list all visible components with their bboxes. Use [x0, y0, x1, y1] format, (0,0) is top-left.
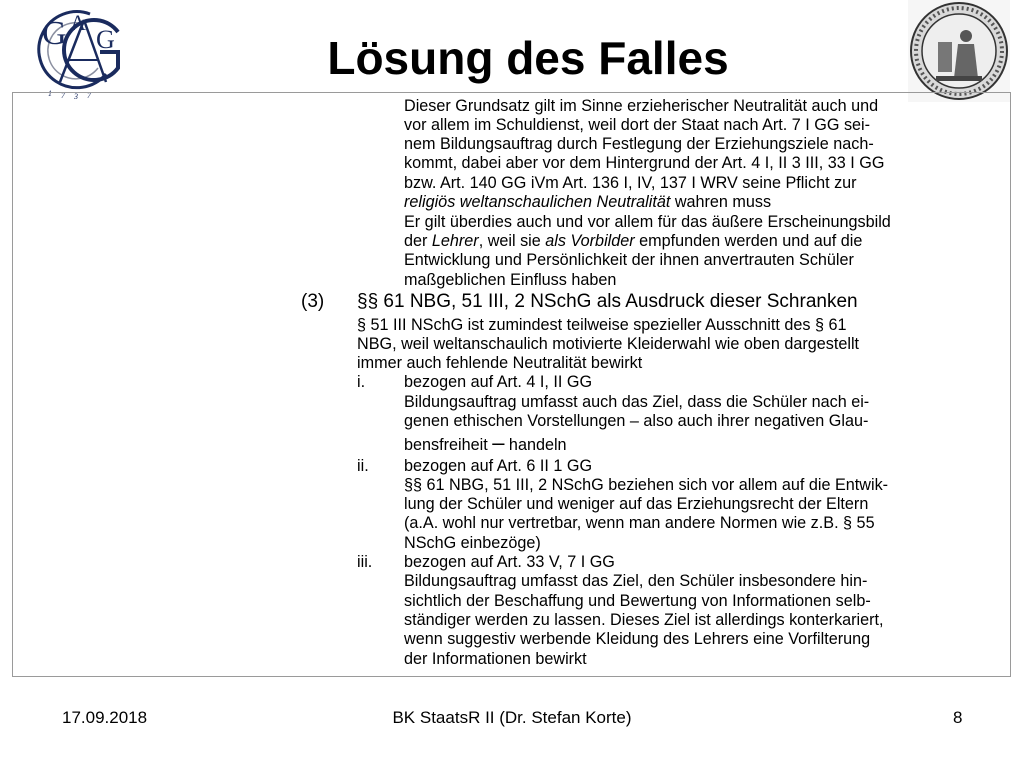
text-segment: handeln: [504, 436, 567, 454]
text-segment: NBG, weil weltanschaulich motivierte Kleiderwahl wie oben dargestellt: [357, 335, 860, 353]
list-marker: iii.: [357, 553, 373, 571]
body-line: [404, 174, 857, 193]
body-line: [404, 213, 891, 232]
body-line: [404, 135, 874, 154]
italic-text: als Vorbilder: [545, 232, 635, 250]
body-line: [404, 476, 888, 495]
footer-course: BK StaatsR II (Dr. Stefan Korte): [392, 708, 632, 727]
list-marker: (3): [301, 291, 325, 312]
text-segment: der: [404, 232, 432, 250]
text-segment: maßgeblichen Einfluss haben: [404, 271, 617, 289]
text-segment: § 51 III NSchG ist zumindest teilweise spezieller Ausschnitt des § 61: [357, 316, 847, 334]
body-line: [404, 514, 875, 533]
text-segment: Dieser Grundsatz gilt im Sinne erzieherischer Neutralität auch und: [404, 97, 879, 115]
text-segment: Bildungsauftrag umfasst auch das Ziel, dass die Schüler nach ei-: [404, 393, 870, 411]
text-segment: empfunden werden und auf die: [634, 232, 863, 250]
logo-year-1: 1: [48, 89, 52, 98]
logo-year-4: 7: [87, 91, 91, 100]
body-line: [404, 592, 871, 611]
text-segment: bezogen auf Art. 4 I, II GG: [404, 373, 593, 391]
body-line: [404, 534, 541, 553]
text-segment: lung der Schüler und weniger auf das Erziehungsrecht der Eltern: [404, 495, 869, 513]
text-segment: immer auch fehlende Neutralität bewirkt: [357, 354, 643, 372]
logo-letter-a: A: [70, 10, 86, 35]
body-line: [404, 373, 592, 392]
italic-text: Lehrer: [431, 232, 479, 250]
body-line: [404, 97, 878, 116]
logo-year-3: 3: [74, 92, 78, 100]
body-line: [357, 316, 846, 335]
footer-page-number: 8: [953, 708, 963, 727]
text-segment: (a.A. wohl nur vertretbar, wenn man andere Normen wie z.B. § 55: [404, 514, 875, 532]
body-line: [404, 430, 567, 455]
text-segment: bezogen auf Art. 33 V, 7 I GG: [404, 553, 615, 571]
body-line: [357, 335, 859, 354]
body-line: [404, 611, 884, 630]
body-line: [404, 232, 862, 251]
body-line: [404, 154, 884, 173]
body-line: [357, 291, 858, 313]
text-segment: Er gilt überdies auch und vor allem für das äußere Erscheinungsbild: [404, 213, 891, 231]
text-segment: wahren muss: [670, 193, 772, 211]
body-line: [404, 495, 868, 514]
text-segment: ständiger werden zu lassen. Dieses Ziel ist allerdings konterkariert,: [404, 611, 884, 629]
text-segment: vor allem im Schuldienst, weil dort der Staat nach Art. 7 I GG sei-: [404, 116, 871, 134]
text-segment: bezogen auf Art. 6 II 1 GG: [404, 457, 593, 475]
text-segment: wenn suggestiv werbende Kleidung des Lehrers eine Vorfilterung: [404, 630, 871, 648]
text-segment: –: [492, 430, 505, 455]
logo-year-2: 7: [61, 91, 65, 100]
body-line: [404, 271, 616, 290]
text-segment: kommt, dabei aber vor dem Hintergrund der Art. 4 I, II 3 III, 33 I GG: [404, 154, 885, 172]
footer-date: 17.09.2018: [62, 708, 148, 727]
text-segment: genen ethischen Vorstellungen – also auch ihrer negativen Glau-: [404, 412, 869, 430]
body-line: [404, 251, 854, 270]
text-segment: nem Bildungsauftrag durch Festlegung der Erziehungsziele nach-: [404, 135, 874, 153]
text-segment: der Informationen bewirkt: [404, 650, 587, 668]
italic-text: religiös weltanschaulichen Neutralität: [404, 193, 671, 211]
text-segment: , weil sie: [478, 232, 546, 250]
body-line: [404, 630, 870, 649]
text-segment: Entwicklung und Persönlichkeit der ihnen anvertrauten Schüler: [404, 251, 854, 269]
text-segment: bzw. Art. 140 GG iVm Art. 136 I, IV, 137 I WRV seine Pflicht zur: [404, 174, 857, 192]
body-line: [404, 116, 870, 135]
text-segment: sichtlich der Beschaffung und Bewertung von Informationen selb-: [404, 592, 871, 610]
text-segment: NSchG einbezöge): [404, 534, 541, 552]
body-line: [404, 553, 615, 572]
body-line: [404, 457, 592, 476]
text-segment: §§ 61 NBG, 51 III, 2 NSchG beziehen sich vor allem auf die Entwik-: [404, 476, 889, 494]
list-marker: i.: [357, 373, 366, 391]
page-title: Lösung des Falles: [327, 32, 729, 84]
body-line: [404, 650, 587, 669]
body-line: [404, 393, 869, 412]
text-segment: bensfreiheit: [404, 436, 493, 454]
list-marker: ii.: [357, 457, 369, 475]
logo-letter-g: G: [42, 15, 67, 52]
text-segment: §§ 61 NBG, 51 III, 2 NSchG als Ausdruck dieser Schranken: [357, 291, 858, 312]
logo-letter-g2: G: [96, 25, 115, 54]
body-line: [404, 572, 867, 591]
text-segment: Bildungsauftrag umfasst das Ziel, den Schüler insbesondere hin-: [404, 572, 868, 590]
body-line: [357, 354, 642, 373]
body-line: [404, 193, 771, 212]
body-line: [404, 412, 868, 431]
